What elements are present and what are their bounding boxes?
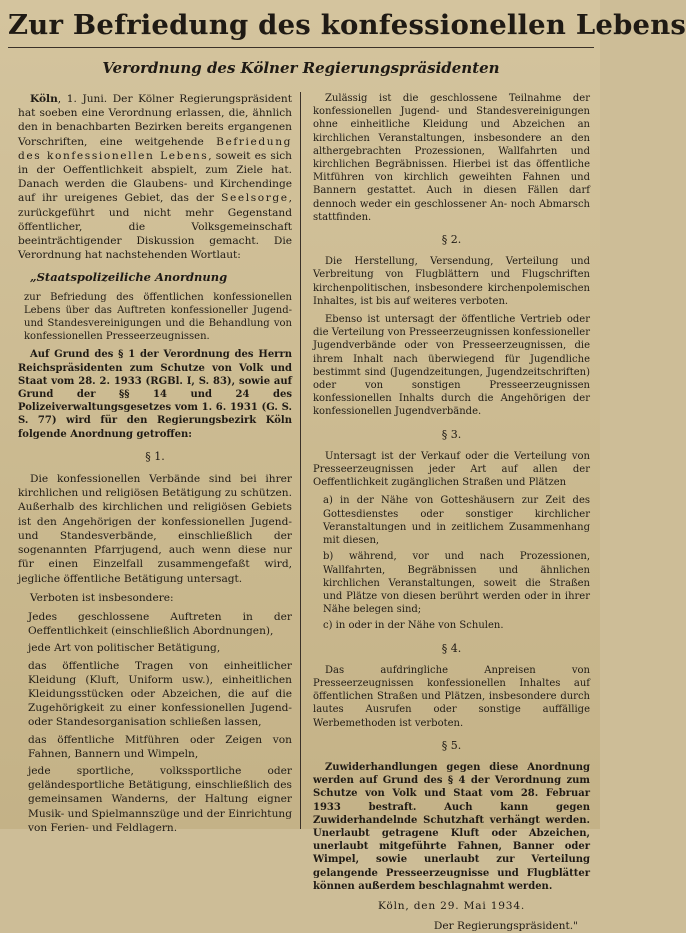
section5-text: Zuwiderhandlungen gegen diese Anordnung werden auf Grund des § 4 der Verordnung zum Schutze von Volk und Staat vom 28. Februar 1933 bestraft. Auch kann gegen Zuwiderhandelnde Schutzhaft verhängt werden. Unerlaubt getragene Kluft oder Abzeichen, unerlaubt mitgeführte Fahnen, Banner oder Wimpel, sowie unerlaubt zur Verteilung gelangende Presseerzeugnisse und Flugblätter können außerdem beschlagnahmt werden. [313, 761, 590, 892]
section1-text: Die konfessionellen Verbände sind bei ihrer kirchlichen und religiösen Betätigung zu schützen. Außerhalb des kirchlichen und religiösen Gebiets ist den Angehörigen der konfessionellen Jugend- und Standesverbände, einschließlich der sogenannten Pfarrjugend, auch wenn diese nur für einen Einzelfall zusammengefaßt wird, jegliche öffentliche Betätigung untersagt. [18, 473, 292, 585]
section4-mark: § 4. [441, 641, 462, 655]
signature: Der Regierungspräsident." [433, 920, 578, 933]
section3-item: c) in oder in der Nähe von Schulen. [323, 620, 504, 632]
left-column [8, 92, 301, 834]
article-columns [8, 92, 594, 933]
intro-city: Köln [30, 93, 58, 105]
forbidden-item: das öffentliche Mitführen oder Zeigen von Fahnen, Bannern und Wimpeln, [28, 733, 292, 760]
allowed-text: Zulässig ist die geschlossene Teilnahme der konfessionellen Jugend- und Standesvereinigungen ohne einheitliche Kleidung und Abzeichen an kirchlichen Veranstaltungen, insbesondere an den althergebrachten Prozessionen, Wallfahrten und kirchlichen Begräbnissen. Hierbei ist das öffentliche Mitführen von kirchlich geweihten Fahnen und Bannern gestattet. Auch in diesen Fällen darf dennoch weder ein geschlossener An- noch Abmarsch stattfinden. [313, 93, 590, 223]
intro-spaced-2: Seelsorge [221, 192, 289, 205]
legal-basis: Auf Grund des § 1 der Verordnung des Herrn Reichspräsidenten zum Schutze von Volk und Staat vom 28. 2. 1933 (RGBl. I, S. 83), sowie auf Grund der §§ 14 und 24 des Polizeiverwaltungsgesetzes vom 1. 6. 1931 (G. S. S. 77) wird für den Regierungsbezirk Köln folgende Anordnung getroffen: [18, 349, 292, 440]
section2-text-2: Ebenso ist untersagt der öffentliche Vertrieb oder die Verteilung von Presseerzeugnissen konfessioneller Jugendverbände oder von Presseerzeugnissen, die ihrem Inhalt nach überwiegend für Jugendliche bestimmt sind (Jugendzeitungen, Jugendzeitschriften) oder von sonstigen Presseerzeugnissen konfessionellen Inhalts durch die Angehörigen der konfessionellen Jugendverbände. [313, 314, 590, 418]
headline: Zur Befriedung des konfessionellen Lebens [8, 6, 594, 48]
forbidden-intro: Verboten ist insbesondere: [30, 591, 174, 604]
section3-text: Untersagt ist der Verkauf oder die Verteilung von Presseerzeugnissen jeder Art auf allen der Oeffentlichkeit zugänglichen Straßen und Plätzen [313, 450, 590, 489]
order-subtitle: zur Befriedung des öffentlichen konfessionellen Lebens über das Auftreten konfessioneller Jugend- und Standesvereinigungen und die Behandlung von konfessionellen Presseerzeugnissen. [24, 291, 292, 343]
section1-mark: § 1. [145, 449, 165, 463]
intro-text-3: , zurückgeführt und nicht mehr Gegenstand öffentlicher, die Volksgemeinschaft beeinträchtigender Diskussion gemacht. Die Verordnung hat nachstehenden Wortlaut: [18, 192, 292, 262]
forbidden-item: Jedes geschlossene Auftreten in der Oeffentlichkeit (einschließlich Abordnungen), [28, 610, 292, 638]
section5-mark: § 5. [441, 738, 462, 752]
section3-item: a) in der Nähe von Gotteshäusern zur Zeit des Gottesdienstes oder sonstiger kirchlicher Veranstaltungen und in zeitlichem Zusammenhang mit diesen, [323, 495, 590, 547]
forbidden-item: jede sportliche, volkssportliche oder geländesportliche Betätigung, einschließlich des gemeinsamen Wanderns, der Haltung eigner Musik- und Spielmannszüge und der Einrichtung von Ferien- und Feldlagern. [28, 764, 292, 834]
intro-text-2: , soweit es sich in der Oeffentlichkeit abspielt, zum Ziele hat. Danach werden die Glaubens- und Kirchendinge auf ihr ureigenes Gebiet, das der [18, 149, 292, 205]
order-title: „Staatspolizeiliche Anordnung [30, 270, 228, 285]
intro-spaced-1: Befriedung des konfessionellen Lebens [18, 135, 292, 162]
section2-text-1: Die Herstellung, Versendung, Verteilung und Verbreitung von Flugblättern und Flugschriften kirchenpolitischen, insbesondere kirchenpolemischen Inhaltes, ist bis auf weiteres verboten. [313, 256, 590, 307]
section3-mark: § 3. [441, 427, 462, 441]
date-line: Köln, den 29. Mai 1934. [377, 899, 526, 912]
section4-text: Das aufdringliche Anpreisen von Presseerzeugnissen konfessionellen Inhaltes auf öffentlichen Straßen und Plätzen, insbesondere durch lautes Ausrufen oder sonstige auffällige Werbemethoden ist verboten. [313, 664, 590, 729]
right-column [301, 92, 594, 933]
forbidden-item: das öffentliche Tragen von einheitlicher Kleidung (Kluft, Uniform usw.), einheitlichen Kleidungsstücken oder Abzeichen, die auf die Zugehörigkeit zu einer konfessionellen Jugend- oder Standesorganisation schließen lassen, [28, 659, 292, 729]
intro-text: , 1. Juni. Der Kölner Regierungspräsident hat soeben eine Verordnung erlassen, die, ähnlich den in benachbarten Bezirken bereits ergangenen Vorschriften, eine weitgehende [18, 93, 292, 148]
forbidden-item: jede Art von politischer Betätigung, [28, 642, 221, 655]
section3-item: b) während, vor und nach Prozessionen, Wallfahrten, Begräbnissen und ähnlichen kirchlichen Veranstaltungen, soweit die Straßen und Plätze von diesen berührt werden oder in ihrer Nähe belegen sind; [323, 551, 590, 616]
subheadline: Verordnung des Kölner Regierungspräsidenten [102, 59, 500, 77]
intro-paragraph [18, 92, 292, 262]
section2-mark: § 2. [441, 233, 462, 247]
